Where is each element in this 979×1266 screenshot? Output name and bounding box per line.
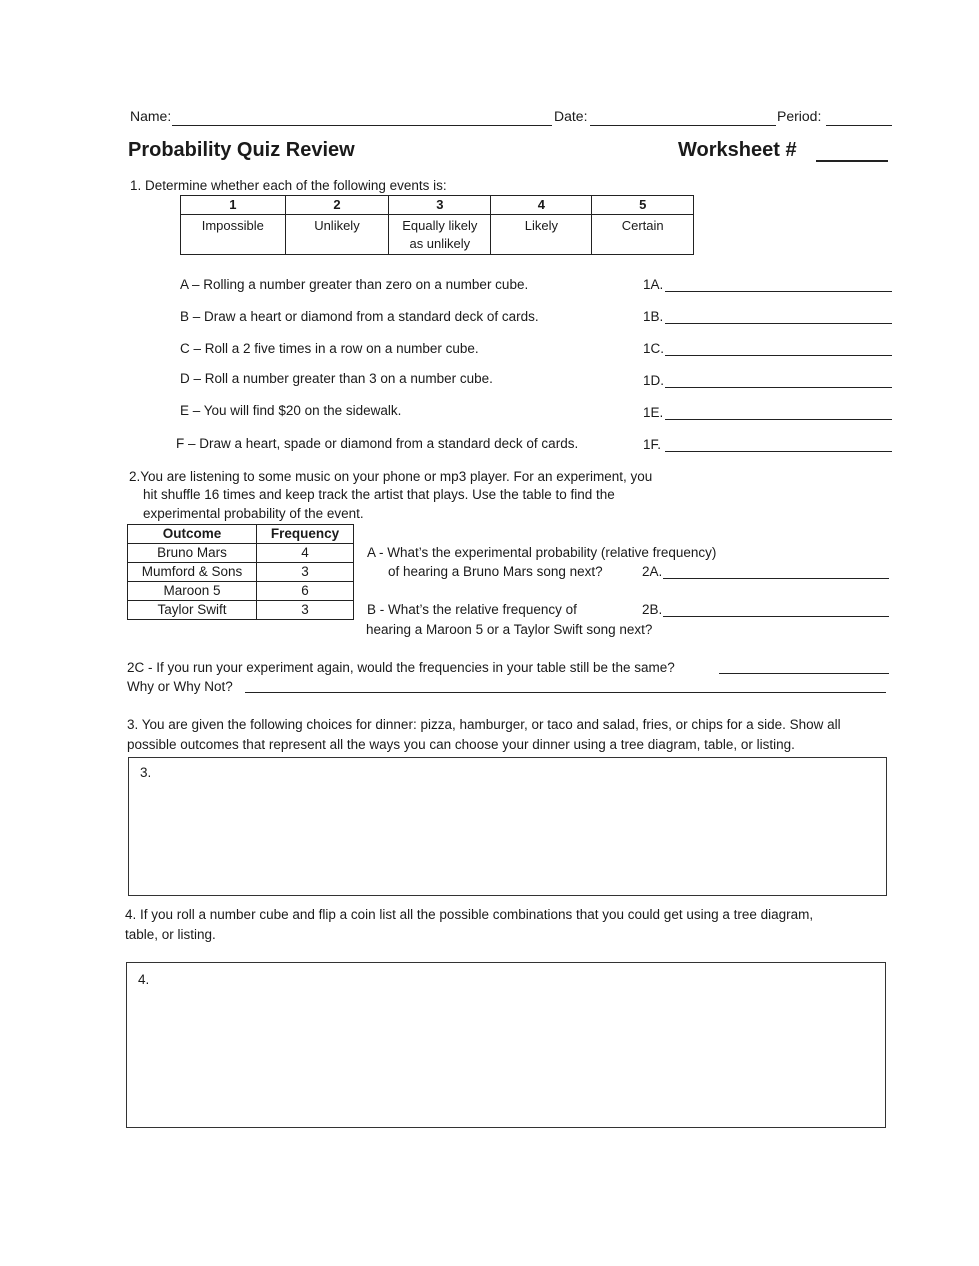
period-label: Period: — [777, 108, 822, 124]
freq-value: 3 — [257, 563, 354, 582]
freq-value: 6 — [257, 582, 354, 601]
q2a-line2: of hearing a Bruno Mars song next? — [388, 564, 603, 579]
q1-prompt: 1. Determine whether each of the following events is: — [130, 178, 447, 193]
scale-label-5: Certain — [592, 215, 694, 255]
q3-prompt-line2: possible outcomes that represent all the ways you can choose your dinner using a tree diagram, table, or listing. — [127, 737, 795, 752]
q2-prompt-line2: hit shuffle 16 times and keep track the artist that plays. Use the table to find the — [143, 487, 615, 502]
q2c-line1: 2C - If you run your experiment again, would the frequencies in your table still be the same? — [127, 660, 675, 675]
q1-item-e: E – You will find $20 on the sidewalk. — [180, 403, 402, 418]
q1-answer-field-b[interactable] — [665, 323, 892, 324]
name-field[interactable] — [172, 125, 552, 126]
scale-num-4: 4 — [491, 196, 592, 215]
table-row — [128, 563, 354, 582]
period-field[interactable] — [826, 125, 892, 126]
q1-answer-field-f[interactable] — [665, 451, 892, 452]
table-row — [128, 601, 354, 620]
freq-outcome: Taylor Swift — [128, 601, 257, 620]
freq-value: 3 — [257, 601, 354, 620]
scale-num-2: 2 — [285, 196, 389, 215]
q1-answer-field-e[interactable] — [665, 419, 892, 420]
name-label: Name: — [130, 108, 172, 124]
scale-label-1: Impossible — [181, 215, 286, 255]
freq-header-frequency: Frequency — [257, 525, 354, 544]
q3-prompt-line1: 3. You are given the following choices for dinner: pizza, hamburger, or taco and salad, fries, or chips for a side. Show all — [127, 717, 841, 732]
scale-num-1: 1 — [181, 196, 286, 215]
scale-label-2: Unlikely — [285, 215, 389, 255]
q1-answer-label-b: 1B. — [643, 309, 664, 324]
q4-answer-box[interactable] — [126, 962, 886, 1128]
date-field[interactable] — [590, 125, 776, 126]
worksheet-label: Worksheet # — [678, 139, 797, 161]
page-title: Probability Quiz Review — [128, 139, 355, 161]
q1-item-b: B – Draw a heart or diamond from a standard deck of cards. — [180, 309, 539, 324]
q1-answer-label-a: 1A. — [643, 277, 664, 292]
q2-prompt-line3: experimental probability of the event. — [143, 506, 364, 521]
q2b-line2: hearing a Maroon 5 or a Taylor Swift song next? — [366, 622, 653, 637]
freq-outcome: Mumford & Sons — [128, 563, 257, 582]
q1-answer-field-d[interactable] — [665, 387, 892, 388]
q1-item-c: C – Roll a 2 five times in a row on a number cube. — [180, 341, 479, 356]
q2c-line2: Why or Why Not? — [127, 679, 233, 694]
q2-prompt-line1: 2.You are listening to some music on your phone or mp3 player. For an experiment, you — [129, 469, 653, 484]
q2a-answer-field[interactable] — [663, 578, 889, 579]
q1-answer-label-d: 1D. — [643, 373, 665, 388]
q1-answer-label-f: 1F. — [643, 437, 662, 452]
q2b-answer-field[interactable] — [663, 616, 889, 617]
q3-answer-box[interactable] — [128, 757, 887, 896]
scale-num-3: 3 — [389, 196, 491, 215]
q2b-line1: B - What’s the relative frequency of — [367, 602, 577, 617]
q2a-line1: A - What’s the experimental probability (relative frequency) — [367, 545, 717, 560]
table-row — [128, 582, 354, 601]
q1-item-a: A – Rolling a number greater than zero on a number cube. — [180, 277, 529, 292]
q1-item-f: F – Draw a heart, spade or diamond from a standard deck of cards. — [176, 436, 579, 451]
q4-prompt-line2: table, or listing. — [125, 927, 216, 942]
q1-answer-field-a[interactable] — [665, 291, 892, 292]
scale-label-4: Likely — [491, 215, 592, 255]
q1-item-d: D – Roll a number greater than 3 on a number cube. — [180, 371, 493, 386]
freq-outcome: Maroon 5 — [128, 582, 257, 601]
q1-answer-field-c[interactable] — [665, 355, 892, 356]
q2c-answer-field[interactable] — [719, 673, 889, 674]
scale-label-3: Equally likely as unlikely — [389, 215, 491, 255]
date-label: Date: — [554, 108, 588, 124]
q1-answer-label-c: 1C. — [643, 341, 665, 356]
q2b-answer-label: 2B. — [642, 602, 663, 617]
q3-box-label: 3. — [140, 765, 152, 780]
freq-value: 4 — [257, 544, 354, 563]
freq-outcome: Bruno Mars — [128, 544, 257, 563]
freq-header-outcome: Outcome — [128, 525, 257, 544]
frequency-table — [127, 524, 354, 620]
likelihood-scale-table — [180, 195, 694, 255]
q4-prompt-line1: 4. If you roll a number cube and flip a coin list all the possible combinations that you could get using a tree diagram, — [125, 907, 814, 922]
q4-box-label: 4. — [138, 972, 150, 987]
q2a-answer-label: 2A. — [642, 564, 663, 579]
worksheet-number-field[interactable] — [816, 160, 888, 162]
table-row — [128, 544, 354, 563]
q1-answer-label-e: 1E. — [643, 405, 664, 420]
q2c-why-field[interactable] — [245, 692, 886, 693]
scale-num-5: 5 — [592, 196, 694, 215]
